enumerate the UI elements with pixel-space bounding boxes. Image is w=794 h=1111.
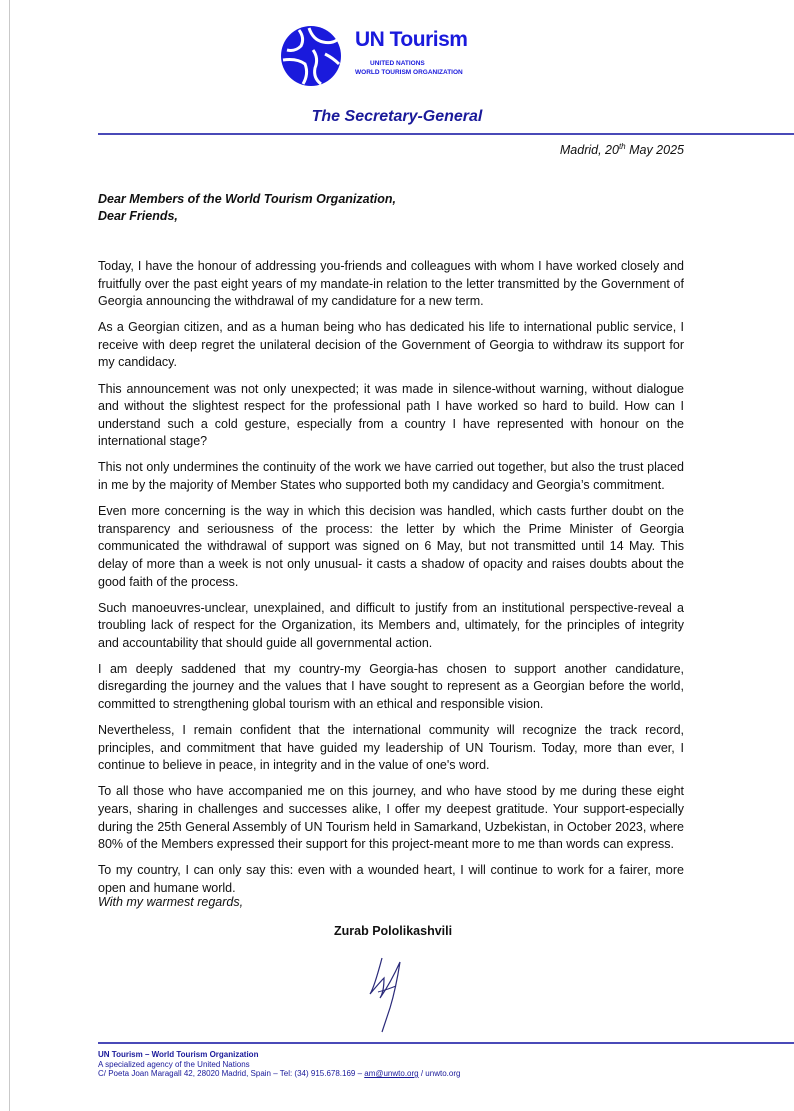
salutation — [98, 191, 396, 225]
office-title: The Secretary-General — [311, 108, 483, 125]
footer-divider — [98, 1042, 794, 1044]
body-paragraph: I am deeply saddened that my country-my Georgia-has chosen to support another candidature, disregarding the journey and the values that I have sought to represent as a Georgian before the world, committed to strengthening global tourism with an ethical and responsible vision. — [98, 661, 684, 712]
footer — [98, 1050, 460, 1079]
salutation-line-2: Dear Friends, — [98, 209, 178, 223]
globe-logo-icon — [279, 24, 343, 88]
salutation-line-1: Dear Members of the World Tourism Organization, — [98, 192, 396, 206]
header-divider — [98, 133, 794, 135]
letter-body — [98, 258, 684, 906]
page-edge-line — [9, 0, 10, 1111]
brand-name: UN Tourism — [355, 28, 468, 51]
body-paragraph: To all those who have accompanied me on this journey, and who have stood by me during these eight years, sharing in challenges and successes alike, I offer my deepest gratitude. Your support-especially during the 25th General Assembly of UN Tourism held in Samarkand, Uzbekistan, in October 2023, where 80% of the Members expressed their support for this project-meant more to me than words can express. — [98, 784, 684, 852]
footer-address-line: C/ Poeta Joan Maragall 42, 28020 Madrid, Spain – Tel: (34) 915.678.169 – am@unwto.org / unwto.org — [98, 1069, 461, 1078]
letter-date: Madrid, 20th May 2025 — [559, 142, 684, 158]
brand-subtitle-1: UNITED NATIONS — [370, 60, 425, 67]
body-paragraph: This announcement was not only unexpected; it was made in silence-without warning, without dialogue and without the slightest respect for the professional path I have worked so hard to build. How can I understand such a cold gesture, especially from a country I have represented with honour on the international stage? — [98, 381, 684, 449]
closing-line: With my warmest regards, — [98, 895, 244, 909]
un-tourism-logo — [279, 20, 479, 84]
body-paragraph: As a Georgian citizen, and as a human being who has dedicated his life to international public service, I receive with deep regret the unilateral decision of the Government of Georgia to withdraw its support for my candidacy. — [98, 320, 684, 370]
body-paragraph: This not only undermines the continuity of the work we have carried out together, but also the trust placed in me by the majority of Member States who supported both my candidacy and Georgia’s commitment. — [98, 460, 684, 493]
signer-name: Zurab Pololikashvili — [334, 924, 453, 938]
body-paragraph: To my country, I can only say this: even with a wounded heart, I will continue to work for a fairer, more open and humane world. — [98, 863, 684, 895]
body-paragraph: Such manoeuvres-unclear, unexplained, and difficult to justify from an institutional perspective-reveal a troubling lack of respect for the Organization, its Members and, ultimately, for the principles of integrity and accountability that should guide all governmental action. — [98, 600, 684, 650]
handwritten-signature — [360, 948, 420, 1034]
body-paragraph: Today, I have the honour of addressing you-friends and colleagues with whom I have worked closely and fruitfully over the past eight years of my mandate-in relation to the letter transmitted by the Government of Georgia announcing the withdrawal of my candidature for a new term. — [98, 259, 684, 309]
brand-subtitle-2: WORLD TOURISM ORGANIZATION — [355, 69, 463, 76]
footer-org-name: UN Tourism – World Tourism Organization — [98, 1050, 259, 1059]
body-paragraph: Even more concerning is the way in which this decision was handled, which casts further doubt on the transparency and seriousness of the process: the letter by which the Prime Minister of Georgia communicated the withdrawal of support was signed on 6 May, but not transmitted until 14 May. This delay of more than a week is not only unusual- it casts a shadow of opacity and raises doubts about the good faith of the process. — [98, 504, 684, 589]
body-paragraph: Nevertheless, I remain confident that the international community will recognize the track record, principles, and commitment that have guided my leadership of UN Tourism. Today, more than ever, I continue to believe in peace, in integrity and in the value of one's word. — [98, 723, 684, 773]
footer-email-link[interactable]: am@unwto.org — [364, 1069, 419, 1078]
footer-agency-line: A specialized agency of the United Nations — [98, 1059, 250, 1069]
